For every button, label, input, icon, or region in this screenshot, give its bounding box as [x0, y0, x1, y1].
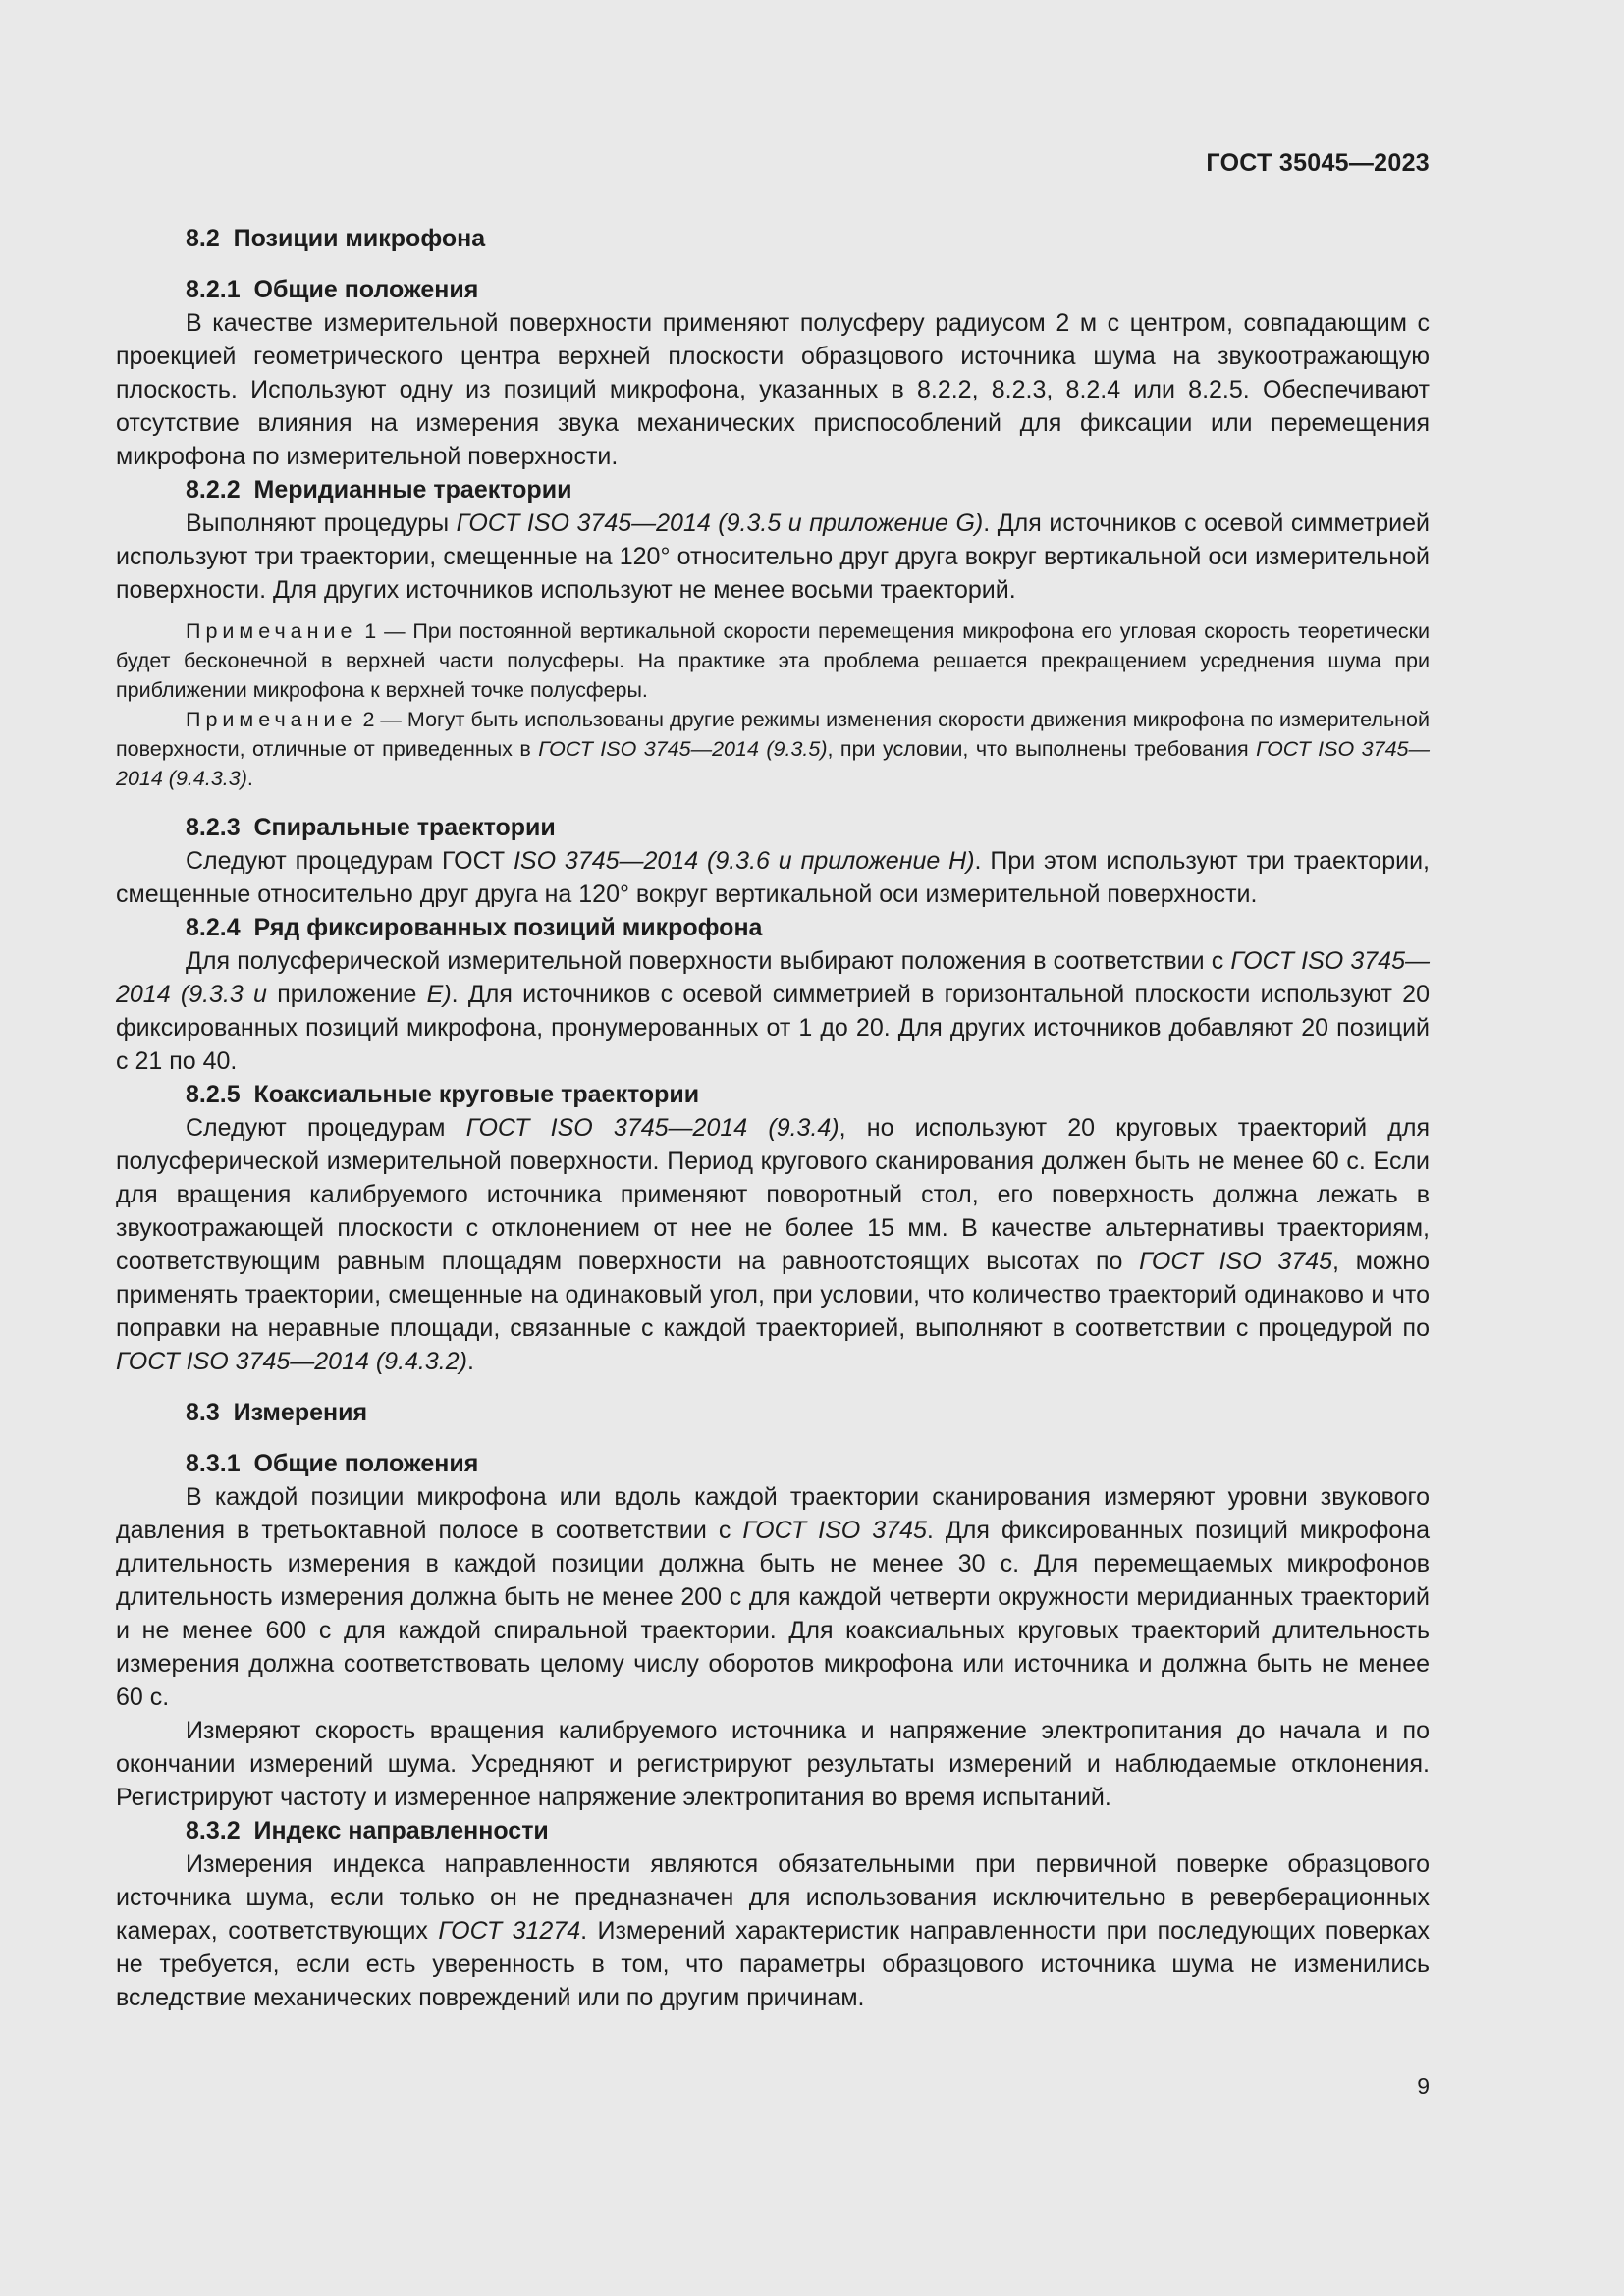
section-8-3-1-title: 8.3.1 Общие положения: [186, 1450, 479, 1477]
standard-reference: ГОСТ ISO 3745—2014 (9.3.4): [465, 1114, 839, 1142]
section-8-3-title: 8.3 Измерения: [186, 1399, 368, 1426]
section-8-2-4-text: Для полусферической измерительной поверхности выбирают положения в соответствии с ГОСТ ISO 3745—2014 (9.3.3 и приложение E). Для источников с осевой симметрией в горизонтальной плоскости используют 20 фиксированных позиций микрофона, пронумерованных от 1 до 20. Для других источников добавляют 20 позиций с 21 по 40.: [116, 947, 1430, 1075]
note-label: Примечание: [186, 708, 357, 731]
section-8-2-1-title: 8.2.1 Общие положения: [186, 276, 479, 303]
document-header: ГОСТ 35045—2023: [1206, 149, 1430, 177]
standard-reference: ГОСТ 31274: [438, 1917, 581, 1945]
standard-reference: ГОСТ ISO 3745—2014 (9.3.3 и: [116, 947, 1430, 1008]
section-8-3-2-title: 8.3.2 Индекс направленности: [186, 1817, 549, 1844]
section-8-3-1-text-2: Измеряют скорость вращения калибруемого источника и напряжение электропитания до начала и по окончании измерений шума. Усредняют и регистрируют результаты измерений и наблюдаемые отклонения. Регистрируют частоту и измеренное напряжение электропитания во время испытаний.: [116, 1717, 1430, 1811]
section-8-2-3-title: 8.2.3 Спиральные траектории: [186, 814, 556, 841]
standard-reference: ГОСТ ISO 3745—2014 (9.3.5 и приложение G): [456, 509, 984, 537]
section-8-2-1-text: В качестве измерительной поверхности применяют полусферу радиусом 2 м с центром, совпадающим с проекцией геометрического центра верхней плоскости образцового источника шума на звукоотражающую плоскость. Используют одну из позиций микрофона, указанных в 8.2.2, 8.2.3, 8.2.4 или 8.2.5. Обеспечивают отсутствие влияния на измерения звука механических приспособлений для фиксации или перемещения микрофона по измерительной поверхности.: [116, 309, 1430, 470]
section-8-2-title: 8.2 Позиции микрофона: [186, 225, 486, 252]
standard-reference: ISO 3745—2014 (9.3.6 и приложение H): [513, 847, 975, 875]
section-8-2-5-title: 8.2.5 Коаксиальные круговые траектории: [186, 1081, 700, 1108]
note-label: Примечание: [186, 619, 357, 643]
section-8-2-4-title: 8.2.4 Ряд фиксированных позиций микрофона: [186, 914, 763, 941]
section-8-2-2-title: 8.2.2 Меридианные траектории: [186, 476, 572, 504]
section-8-2-5-text: Следуют процедурам ГОСТ ISO 3745—2014 (9.3.4), но используют 20 круговых траекторий для полусферической измерительной поверхности. Период кругового сканирования должен быть не менее 60 с. Если для вращения калибруемого источника применяют поворотный стол, его поверхность должна лежать в звукоотражающей плоскости с отклонением от нее не более 15 мм. В качестве альтернативы траекториям, соответствующим равным площадям поверхности на равноотстоящих высотах по ГОСТ ISO 3745, можно применять траектории, смещенные на одинаковый угол, при условии, что количество траекторий одинаково и что поправки на неравные площади, связанные с каждой траекторией, выполняют в соответствии с процедурой по ГОСТ ISO 3745—2014 (9.4.3.2).: [116, 1114, 1430, 1375]
standard-reference: ГОСТ ISO 3745—2014 (9.4.3.3): [116, 737, 1430, 790]
standard-reference: ГОСТ ISO 3745: [742, 1517, 927, 1544]
standard-reference: ГОСТ ISO 3745: [1139, 1248, 1333, 1275]
standard-reference: ГОСТ ISO 3745—2014 (9.4.3.2): [116, 1348, 467, 1375]
note-1: Примечание 1 — При постоянной вертикальной скорости перемещения микрофона его угловая скорость теоретически будет бесконечной в верхней части полусферы. На практике эта проблема решается прекращением усреднения шума при приближении микрофона к верхней точке полусферы.: [116, 619, 1430, 702]
section-8-3-2-text: Измерения индекса направленности являются обязательными при первичной поверке образцового источника шума, если только он не предназначен для использования исключительно в реверберационных камерах, соответствующих ГОСТ 31274. Измерений характеристик направленности при последующих поверках не требуется, если есть уверенность в том, что параметры образцового источника шума не изменились вследствие механических повреждений или по другим причинам.: [116, 1850, 1430, 2011]
section-8-3-1-text: В каждой позиции микрофона или вдоль каждой траектории сканирования измеряют уровни звукового давления в третьоктавной полосе в соответствии с ГОСТ ISO 3745. Для фиксированных позиций микрофона длительность измерения в каждой позиции должна быть не менее 30 с. Для перемещаемых микрофонов длительность измерения должна быть не менее 200 с для каждой четверти окружности меридианных траекторий и не менее 600 с для каждой спиральной траектории. Для коаксиальных круговых траекторий длительность измерения должна соответствовать целому числу оборотов микрофона или источника и должна быть не менее 60 с.: [116, 1483, 1430, 1711]
section-8-2-3-text: Следуют процедурам ГОСТ ISO 3745—2014 (9.3.6 и приложение H). При этом используют три траектории, смещенные относительно друг друга на 120° вокруг вертикальной оси измерительной поверхности.: [116, 847, 1430, 908]
section-8-2-2-text: Выполняют процедуры ГОСТ ISO 3745—2014 (9.3.5 и приложение G). Для источников с осевой симметрией используют три траектории, смещенные на 120° относительно друг друга вокруг вертикальной оси измерительной поверхности. Для других источников используют не менее восьми траекторий.: [116, 509, 1430, 604]
page-number: 9: [1417, 2073, 1430, 2099]
standard-reference: ГОСТ ISO 3745—2014 (9.3.5): [538, 737, 828, 761]
page-content: [116, 222, 1430, 2014]
note-2: Примечание 2 — Могут быть использованы другие режимы изменения скорости движения микрофона по измерительной поверхности, отличные от приведенных в ГОСТ ISO 3745—2014 (9.3.5), при условии, что выполнены требования ГОСТ ISO 3745—2014 (9.4.3.3).: [116, 708, 1430, 790]
standard-reference: E): [426, 981, 452, 1008]
